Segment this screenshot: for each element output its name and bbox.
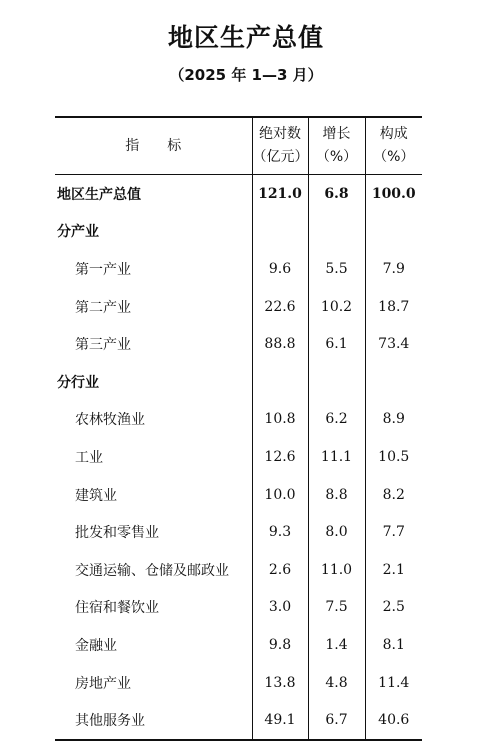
- row-share: 11.4: [365, 664, 422, 702]
- table-body: [55, 175, 422, 740]
- row-share: 73.4: [365, 325, 422, 363]
- row-growth: 8.0: [308, 513, 365, 551]
- table-row: [55, 476, 422, 514]
- row-absolute-value: 10.0: [252, 476, 308, 514]
- page-title: 地区生产总值: [167, 23, 324, 52]
- row-share: 7.7: [365, 513, 422, 551]
- row-name: 分行业: [57, 374, 99, 391]
- row-absolute-value: 88.8: [252, 325, 308, 363]
- row-name: 住宿和餐饮业: [75, 600, 159, 617]
- row-share: 18.7: [365, 288, 422, 326]
- row-absolute-value: 121.0: [252, 175, 308, 213]
- row-name: 农林牧渔业: [75, 412, 145, 429]
- table-row: [55, 175, 422, 213]
- row-share: 8.2: [365, 476, 422, 514]
- row-share: 100.0: [365, 175, 422, 213]
- row-absolute-value: 49.1: [252, 701, 308, 740]
- table-row: [55, 213, 422, 251]
- row-growth: 11.1: [308, 438, 365, 476]
- header-share: 构成 （%）: [365, 117, 422, 175]
- row-share: 2.1: [365, 551, 422, 589]
- row-growth: 8.8: [308, 476, 365, 514]
- header-growth: 增长 （%）: [308, 117, 365, 175]
- row-growth: 11.0: [308, 551, 365, 589]
- row-share: 7.9: [365, 250, 422, 288]
- row-growth: 6.1: [308, 325, 365, 363]
- row-absolute-value: [252, 363, 308, 401]
- table-row: [55, 701, 422, 740]
- row-absolute-value: 9.8: [252, 626, 308, 664]
- table-row: [55, 363, 422, 401]
- row-name: 建筑业: [75, 487, 117, 504]
- table-row: [55, 438, 422, 476]
- table-header-row: [55, 117, 422, 175]
- row-absolute-value: 3.0: [252, 589, 308, 627]
- row-name: 其他服务业: [75, 713, 145, 730]
- table-row: [55, 664, 422, 702]
- row-growth: 10.2: [308, 288, 365, 326]
- row-absolute-value: 13.8: [252, 664, 308, 702]
- row-absolute-value: 2.6: [252, 551, 308, 589]
- row-name: 批发和零售业: [75, 525, 159, 542]
- row-growth: 4.8: [308, 664, 365, 702]
- row-growth: [308, 363, 365, 401]
- table-row: [55, 325, 422, 363]
- row-share: 40.6: [365, 701, 422, 740]
- row-share: [365, 363, 422, 401]
- page-subtitle: （2025 年 1—3 月）: [169, 66, 323, 84]
- row-share: 10.5: [365, 438, 422, 476]
- table-row: [55, 589, 422, 627]
- row-name: 分产业: [57, 224, 99, 241]
- table-row: [55, 288, 422, 326]
- table-row: [55, 551, 422, 589]
- gdp-table: [55, 116, 422, 741]
- row-absolute-value: [252, 213, 308, 251]
- row-name: 第一产业: [75, 261, 131, 278]
- row-absolute-value: 10.8: [252, 401, 308, 439]
- table-row: [55, 250, 422, 288]
- row-growth: 6.2: [308, 401, 365, 439]
- row-growth: 1.4: [308, 626, 365, 664]
- header-indicator: 指 标: [125, 137, 182, 154]
- table-row: [55, 513, 422, 551]
- row-share: 2.5: [365, 589, 422, 627]
- row-growth: 6.8: [308, 175, 365, 213]
- row-name: 第三产业: [75, 337, 131, 354]
- row-share: 8.9: [365, 401, 422, 439]
- table-row: [55, 626, 422, 664]
- row-absolute-value: 9.6: [252, 250, 308, 288]
- table-row: [55, 401, 422, 439]
- row-name: 地区生产总值: [57, 186, 141, 203]
- row-name: 第二产业: [75, 299, 131, 316]
- row-growth: 6.7: [308, 701, 365, 740]
- row-absolute-value: 9.3: [252, 513, 308, 551]
- row-share: [365, 213, 422, 251]
- row-name: 工业: [75, 449, 103, 466]
- row-absolute-value: 22.6: [252, 288, 308, 326]
- header-absolute-value: 绝对数 （亿元）: [252, 117, 308, 175]
- row-growth: 5.5: [308, 250, 365, 288]
- row-growth: 7.5: [308, 589, 365, 627]
- row-absolute-value: 12.6: [252, 438, 308, 476]
- row-growth: [308, 213, 365, 251]
- row-share: 8.1: [365, 626, 422, 664]
- row-name: 交通运输、仓储及邮政业: [75, 562, 229, 579]
- row-name: 房地产业: [75, 675, 131, 692]
- row-name: 金融业: [75, 637, 117, 654]
